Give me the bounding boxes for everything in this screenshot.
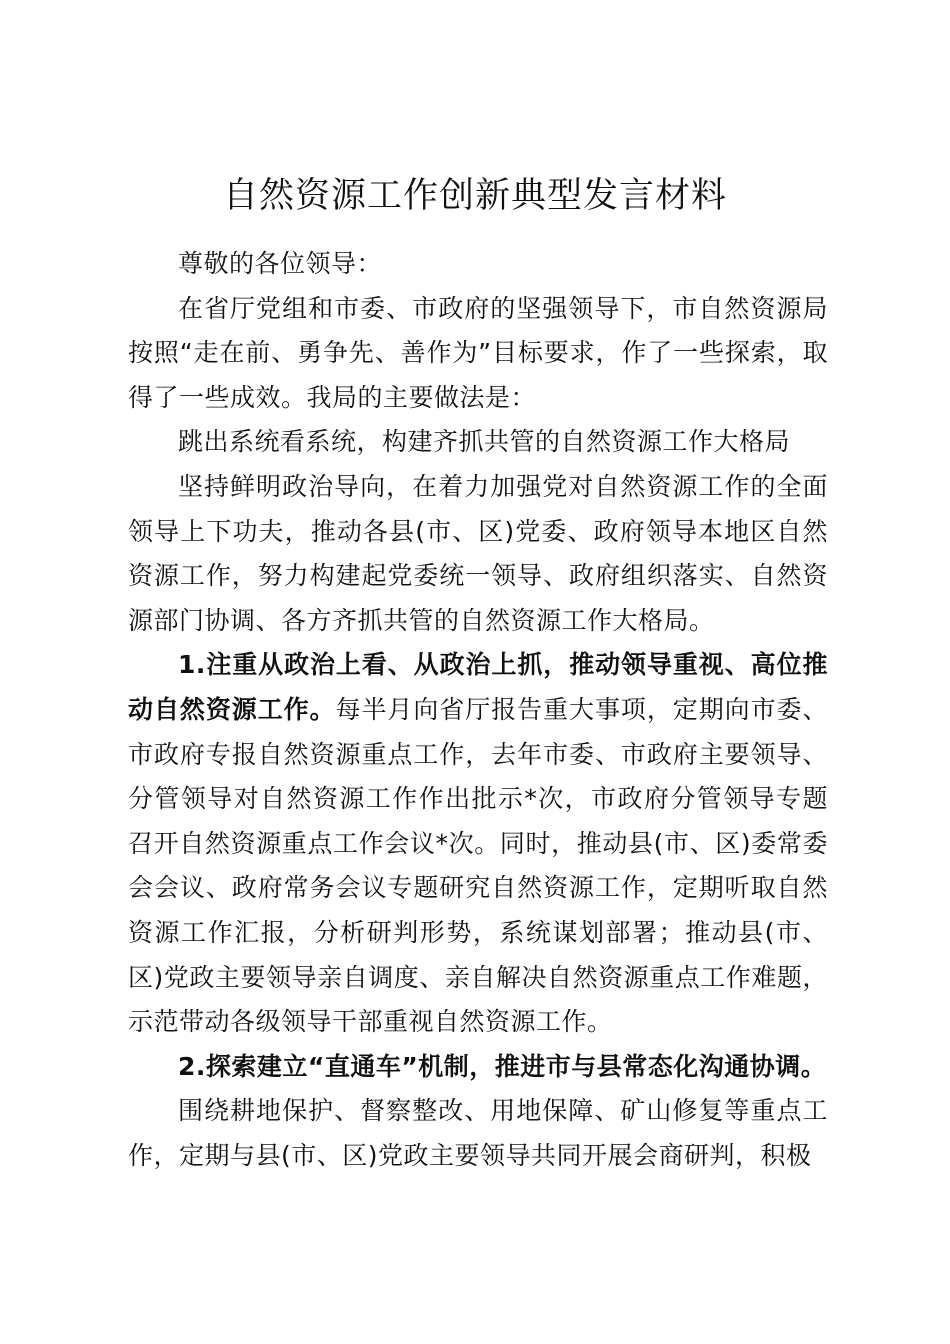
section-heading: 跳出系统看系统，构建齐抓共管的自然资源工作大格局 [178,427,791,457]
intro-paragraph: 在省厅党组和市委、市政府的坚强领导下，市自然资源局按照“走在前、勇争先、善作为”目标要求，作了一些探索，取得了一些成效。我局的主要做法是： [128,293,828,412]
point-2-body: 围绕耕地保护、督察整改、用地保障、矿山修复等重点工作，定期与县(市、区)党政主要领导共同开展会商研判，积极 [128,1096,828,1170]
salutation: 尊敬的各位领导： [178,249,383,278]
point-1-paragraph [128,643,828,1044]
point-1-heading: 1.注重从政治上看、从政治上抓，推动领导重视、高位推动自然资源工作。 [128,650,828,724]
point-1-body: 每半月向省厅报告重大事项，定期向市委、市政府专报自然资源重点工作，去年市委、市政府主要领导、分管领导对自然资源工作作出批示*次，市政府分管领导专题召开自然资源重点工作会议*次。同时，推动县(市、区)委常委会会议、政府常务会议专题研究自然资源工作，定期听取自然资源工作汇报，分析研判形势，系统谋划部署；推动县(市、区)党政主要领导亲自调度、亲自解决自然资源重点工作难题，示范带动各级领导干部重视自然资源工作。 [128,694,828,1037]
point-2-heading: 2.探索建立“直通车”机制，推进市与县常态化沟通协调。 [178,1051,827,1081]
document-title: 自然资源工作创新典型发言材料 [222,176,727,216]
document-body [128,242,828,1178]
section-intro-paragraph: 坚持鲜明政治导向，在着力加强党对自然资源工作的全面领导上下功夫，推动各县(市、区)党委、政府领导本地区自然资源工作，努力构建起党委统一领导、政府组织落实、自然资源部门协调、各方齐抓共管的自然资源工作大格局。 [128,471,828,635]
